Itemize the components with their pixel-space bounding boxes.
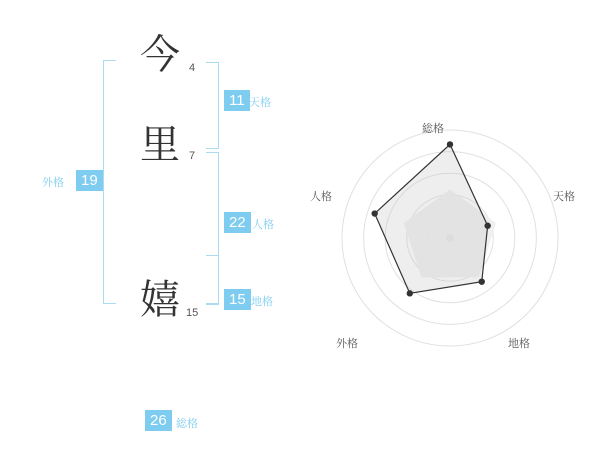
badge-tenkaku-label: 天格 xyxy=(249,96,271,109)
bracket-tenkaku xyxy=(206,62,219,149)
radar-axis-label-chikaku: 地格 xyxy=(508,337,530,350)
badge-soukaku-value: 26 xyxy=(145,410,172,431)
bracket-chikaku xyxy=(206,255,219,305)
bracket-gaikaku xyxy=(103,60,116,304)
name-character-2-strokes: 7 xyxy=(189,150,196,162)
name-character-1: 今 xyxy=(140,32,180,78)
radar-axis-label-tenkaku: 天格 xyxy=(553,190,575,203)
radar-axis-label-soukaku: 総格 xyxy=(422,122,444,135)
badge-gaikaku-label: 外格 xyxy=(42,176,64,189)
name-character-1-strokes: 4 xyxy=(189,62,196,74)
badge-jinkaku-label: 人格 xyxy=(252,218,274,231)
radar-axis-label-jinkaku: 人格 xyxy=(310,190,332,203)
name-character-2: 里 xyxy=(140,122,180,168)
badge-gaikaku-value: 19 xyxy=(76,170,103,191)
badge-soukaku-label: 総格 xyxy=(176,417,198,430)
badge-chikaku-label: 地格 xyxy=(251,295,273,308)
badge-jinkaku-value: 22 xyxy=(224,212,251,233)
badge-tenkaku-value: 11 xyxy=(224,90,250,111)
radar-chart-svg xyxy=(310,110,590,370)
name-character-3-strokes: 15 xyxy=(186,307,199,319)
name-character-3: 嬉 xyxy=(140,277,180,323)
radar-chart xyxy=(310,110,590,370)
radar-axis-label-gaikaku: 外格 xyxy=(336,337,358,350)
badge-chikaku-value: 15 xyxy=(224,289,251,310)
